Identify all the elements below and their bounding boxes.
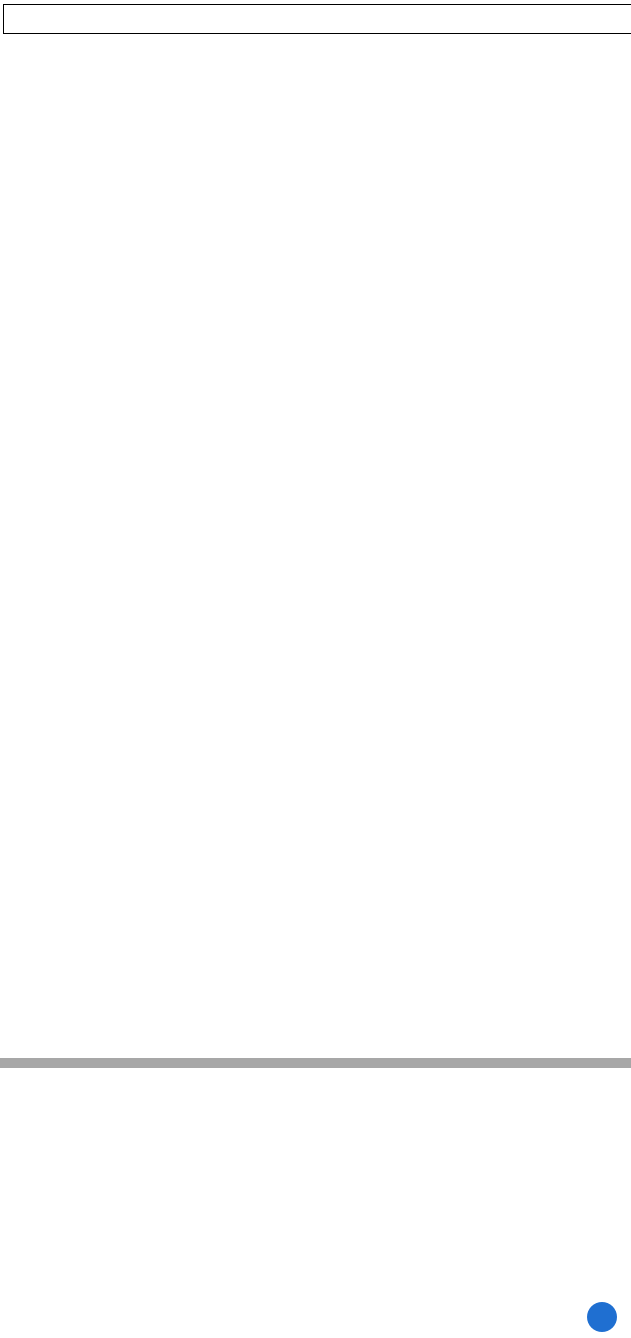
admission-table-part-1 xyxy=(0,4,631,34)
page-divider xyxy=(0,1058,631,1068)
watermark xyxy=(583,1300,625,1334)
admission-table xyxy=(3,4,631,34)
watermark-logo-icon xyxy=(587,1302,617,1332)
table-title xyxy=(4,5,631,34)
